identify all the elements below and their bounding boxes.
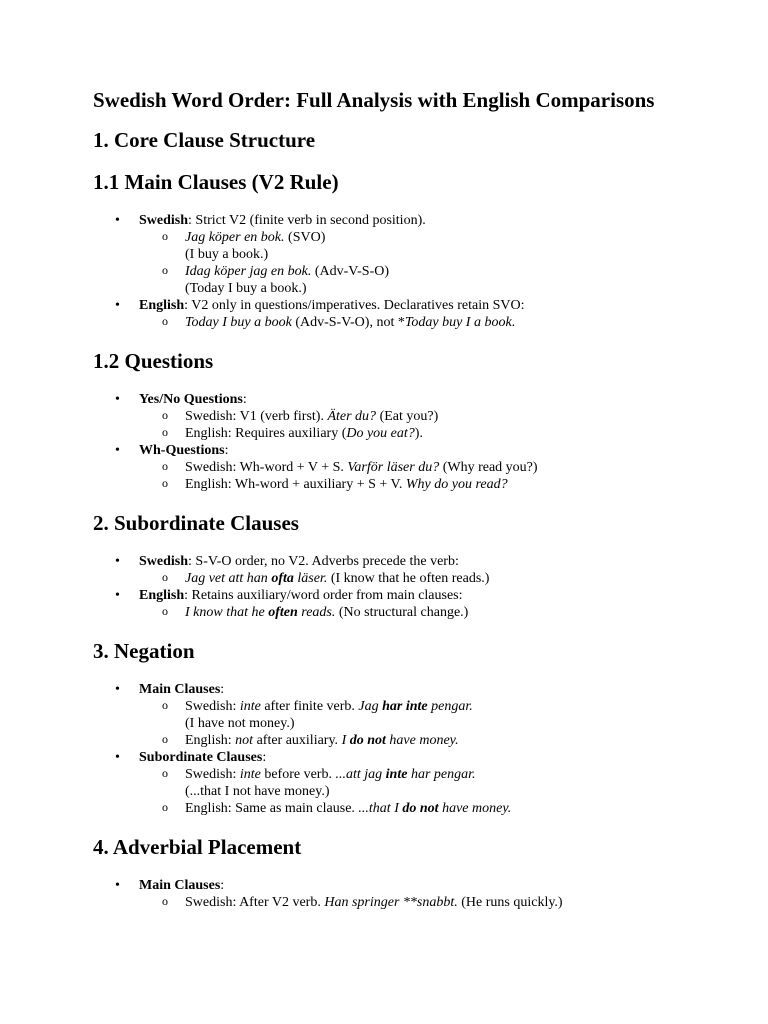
sub-list bbox=[139, 314, 713, 331]
list-item bbox=[93, 749, 713, 817]
sub-list bbox=[139, 459, 713, 493]
item-text: (Why read you?) bbox=[439, 460, 538, 475]
sub-list-item bbox=[138, 766, 712, 800]
item-text: English: Wh-word + auxiliary + S + V. bbox=[185, 477, 406, 492]
sub-list bbox=[139, 894, 713, 911]
example-text: I know that he bbox=[185, 605, 269, 620]
example-text: Jag bbox=[358, 699, 383, 714]
item-text: : Strict V2 (finite verb in second position). bbox=[188, 213, 426, 228]
section-1-2-heading: 1.2 Questions bbox=[93, 349, 214, 373]
document-page bbox=[93, 88, 713, 929]
bullet-list bbox=[93, 212, 713, 331]
list-item bbox=[93, 297, 713, 331]
emphasis-text: har inte bbox=[382, 699, 428, 714]
item-text: English: Requires auxiliary ( bbox=[185, 426, 347, 441]
emphasis-text: inte bbox=[385, 767, 408, 782]
item-text: before verb. bbox=[260, 767, 336, 782]
sub-list-item bbox=[138, 894, 712, 911]
item-text: English: bbox=[185, 733, 236, 748]
example-text: inte bbox=[239, 767, 261, 782]
emphasis-text: often bbox=[268, 605, 298, 620]
term-label: Swedish bbox=[139, 554, 189, 569]
example-text: Do you eat? bbox=[346, 426, 415, 441]
item-text: : bbox=[220, 878, 225, 893]
example-text: Idag köper jag en bok. bbox=[185, 264, 312, 279]
example-text: I bbox=[341, 733, 350, 748]
sub-list-item bbox=[138, 425, 712, 442]
bullet-list bbox=[93, 877, 713, 911]
list-item bbox=[93, 391, 713, 442]
example-text: Jag vet att han bbox=[185, 571, 272, 586]
section-2-heading: 2. Subordinate Clauses bbox=[93, 511, 299, 535]
item-text: Swedish: After V2 verb. bbox=[185, 895, 325, 910]
example-text: Today I buy a book bbox=[185, 315, 292, 330]
term-label: Main Clauses bbox=[139, 878, 221, 893]
term-label: Swedish bbox=[139, 213, 189, 228]
translation-text: (I buy a book.) bbox=[185, 247, 269, 262]
example-text: ...that I bbox=[358, 801, 403, 816]
term-label: Wh-Questions bbox=[139, 443, 225, 458]
item-text: : bbox=[242, 392, 247, 407]
list-item bbox=[93, 681, 713, 749]
item-text: : V2 only in questions/imperatives. Declaratives retain SVO: bbox=[184, 298, 525, 313]
example-text: pengar. bbox=[427, 699, 473, 714]
example-text: Why do you read? bbox=[405, 477, 508, 492]
item-text: (He runs quickly.) bbox=[457, 895, 563, 910]
sub-list bbox=[139, 604, 713, 621]
example-text: not bbox=[235, 733, 254, 748]
item-text: (No structural change.) bbox=[335, 605, 469, 620]
item-text: : bbox=[220, 682, 225, 697]
example-text: Today buy I a book bbox=[404, 315, 512, 330]
emphasis-text: ofta bbox=[271, 571, 294, 586]
item-text: English: Same as main clause. bbox=[185, 801, 359, 816]
term-label: Subordinate Clauses bbox=[139, 750, 263, 765]
example-text: ...att jag bbox=[335, 767, 386, 782]
sub-list-item bbox=[138, 229, 712, 263]
sub-list-item bbox=[138, 314, 712, 331]
example-text: have money. bbox=[438, 801, 512, 816]
example-text: reads. bbox=[297, 605, 336, 620]
sub-list-item bbox=[138, 604, 712, 621]
sub-list bbox=[139, 766, 713, 817]
item-text: after finite verb. bbox=[260, 699, 359, 714]
translation-text: (I have not money.) bbox=[185, 716, 295, 731]
item-text: : bbox=[224, 443, 229, 458]
sub-list-item bbox=[138, 800, 712, 817]
item-text: ). bbox=[414, 426, 423, 441]
section-2-body bbox=[93, 553, 713, 621]
example-text: läser. bbox=[293, 571, 328, 586]
item-text: Swedish: Wh-word + V + S. bbox=[185, 460, 348, 475]
item-text: Swedish: bbox=[185, 767, 240, 782]
list-item bbox=[93, 212, 713, 297]
section-4-body bbox=[93, 877, 713, 911]
bullet-list bbox=[93, 391, 713, 493]
item-text: : S-V-O order, no V2. Adverbs precede the verb: bbox=[188, 554, 459, 569]
sub-list-item bbox=[138, 476, 712, 493]
sub-list bbox=[139, 570, 713, 587]
sub-list bbox=[139, 698, 713, 749]
section-3-heading: 3. Negation bbox=[93, 639, 195, 663]
term-label: English bbox=[139, 588, 185, 603]
item-text: after auxiliary. bbox=[253, 733, 342, 748]
sub-list-item bbox=[138, 570, 712, 587]
term-label: Main Clauses bbox=[139, 682, 221, 697]
emphasis-text: do not bbox=[349, 733, 386, 748]
item-text: Swedish: bbox=[185, 699, 240, 714]
item-text: (Eat you?) bbox=[376, 409, 439, 424]
bullet-list bbox=[93, 553, 713, 621]
section-3-body bbox=[93, 681, 713, 817]
section-1-2-body bbox=[93, 391, 713, 493]
item-text: Swedish: V1 (verb first). bbox=[185, 409, 328, 424]
section-1-1-heading: 1.1 Main Clauses (V2 Rule) bbox=[93, 170, 339, 194]
item-text: (Adv-V-S-O) bbox=[311, 264, 390, 279]
sub-list-item bbox=[138, 408, 712, 425]
example-text: have money. bbox=[385, 733, 459, 748]
sub-list-item bbox=[138, 263, 712, 297]
sub-list bbox=[139, 408, 713, 442]
bullet-list bbox=[93, 681, 713, 817]
item-text: . bbox=[511, 315, 516, 330]
list-item bbox=[93, 442, 713, 493]
item-text: : bbox=[262, 750, 267, 765]
item-text: (SVO) bbox=[284, 230, 326, 245]
term-label: English bbox=[139, 298, 185, 313]
sub-list bbox=[139, 229, 713, 297]
sub-list-item bbox=[138, 732, 712, 749]
section-1-1-body bbox=[93, 212, 713, 331]
section-1-heading: 1. Core Clause Structure bbox=[93, 128, 316, 152]
example-text: har pengar. bbox=[407, 767, 476, 782]
example-text: Varför läser du? bbox=[347, 460, 440, 475]
document-title: Swedish Word Order: Full Analysis with English Comparisons bbox=[93, 88, 655, 112]
emphasis-text: do not bbox=[402, 801, 439, 816]
item-text: : Retains auxiliary/word order from main clauses: bbox=[184, 588, 463, 603]
section-4-heading: 4. Adverbial Placement bbox=[93, 835, 302, 859]
translation-text: (Today I buy a book.) bbox=[185, 281, 307, 296]
example-text: inte bbox=[239, 699, 261, 714]
list-item bbox=[93, 877, 713, 911]
list-item bbox=[93, 587, 713, 621]
translation-text: (...that I not have money.) bbox=[185, 784, 330, 799]
item-text: (I know that he often reads.) bbox=[327, 571, 490, 586]
item-text: (Adv-S-V-O), not * bbox=[291, 315, 405, 330]
example-text: Han springer **snabbt. bbox=[324, 895, 458, 910]
sub-list-item bbox=[138, 459, 712, 476]
sub-list-item bbox=[138, 698, 712, 732]
term-label: Yes/No Questions bbox=[139, 392, 243, 407]
example-text: Jag köper en bok. bbox=[185, 230, 285, 245]
list-item bbox=[93, 553, 713, 587]
example-text: Äter du? bbox=[327, 409, 377, 424]
